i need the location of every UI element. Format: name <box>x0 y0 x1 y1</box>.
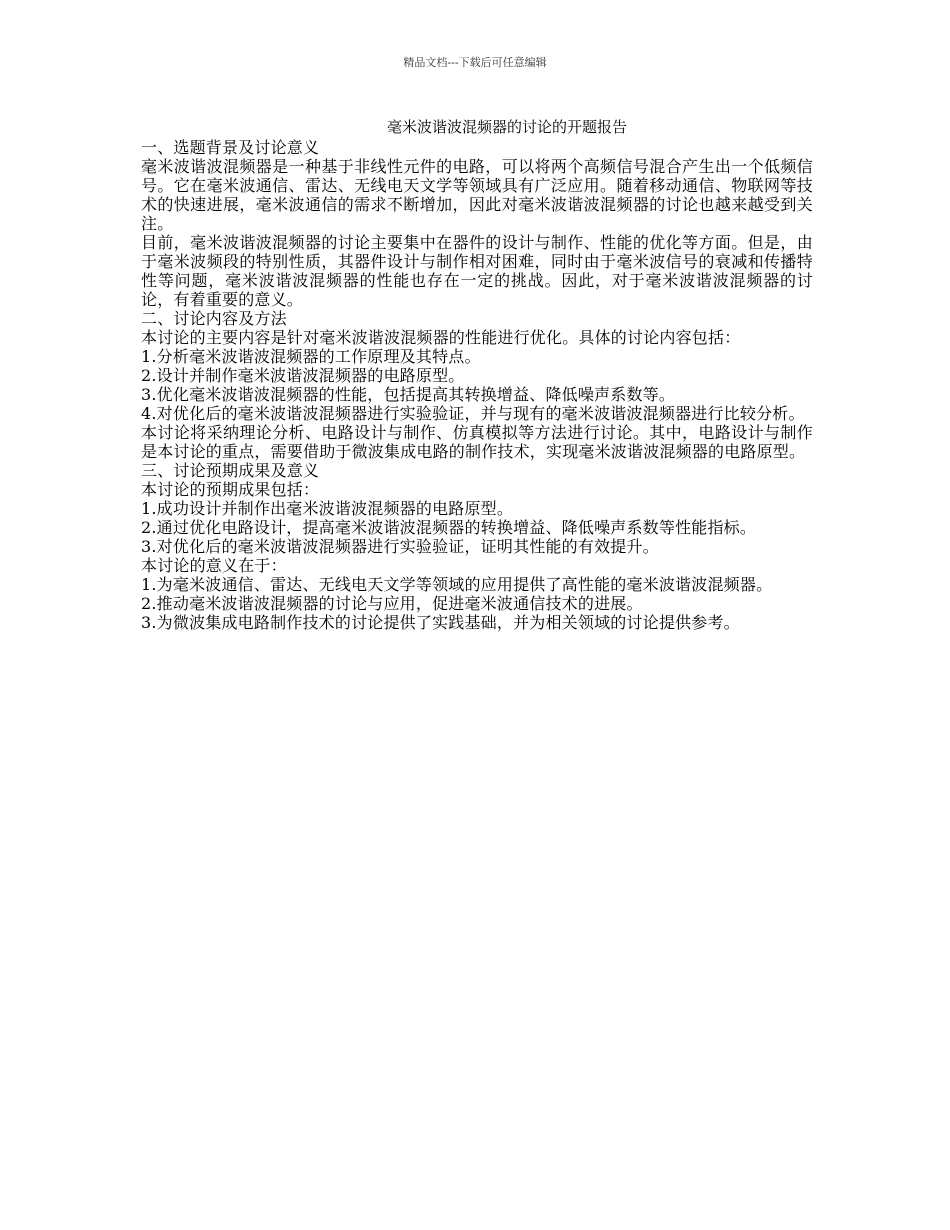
list-item-result-3: 3.对优化后的毫米波谐波混频器进行实验验证，证明其性能的有效提升。 <box>141 537 659 556</box>
list-item-result-1: 1.成功设计并制作出毫米波谐波混频器的电路原型。 <box>141 499 514 518</box>
section-heading-background: 一、选题背景及讨论意义 <box>141 138 320 157</box>
list-item-result-2: 2.通过优化电路设计，提高毫米波谐波混频器的转换增益、降低噪声系数等性能指标。 <box>141 518 757 537</box>
paragraph-significance-intro: 本讨论的意义在于： <box>141 556 287 575</box>
list-item-significance-3: 3.为微波集成电路制作技术的讨论提供了实践基础，并为相关领域的讨论提供参考。 <box>141 613 740 632</box>
section-heading-expected-results: 三、讨论预期成果及意义 <box>141 461 320 480</box>
list-item-significance-1: 1.为毫米波通信、雷达、无线电天文学等领域的应用提供了高性能的毫米波谐波混频器。 <box>141 575 773 594</box>
list-item-significance-2: 2.推动毫米波谐波混频器的讨论与应用，促进毫米波通信技术的进展。 <box>141 594 643 613</box>
section-heading-content-methods: 二、讨论内容及方法 <box>141 309 287 328</box>
paragraph-methods: 本讨论将采纳理论分析、电路设计与制作、仿真模拟等方法进行讨论。其中，电路设计与制作是本讨论的重点，需要借助于微波集成电路的制作技术，实现毫米波谐波混频器的电路原型。 <box>141 423 813 461</box>
list-item-content-1: 1.分析毫米波谐波混频器的工作原理及其特点。 <box>141 347 481 366</box>
list-item-content-2: 2.设计并制作毫米波谐波混频器的电路原型。 <box>141 366 465 385</box>
header-watermark: 精品文档---下载后可任意编辑 <box>403 56 547 69</box>
document-body <box>141 116 813 632</box>
list-item-content-3: 3.优化毫米波谐波混频器的性能，包括提高其转换增益、降低噪声系数等。 <box>141 385 676 404</box>
paragraph-content-intro: 本讨论的主要内容是针对毫米波谐波混频器的性能进行优化。具体的讨论内容包括： <box>141 328 741 347</box>
document-title: 毫米波谐波混频器的讨论的开题报告 <box>386 118 627 136</box>
paragraph-background-2: 目前，毫米波谐波混频器的讨论主要集中在器件的设计与制作、性能的优化等方面。但是，由于毫米波频段的特别性质，其器件设计与制作相对困难，同时由于毫米波信号的衰减和传播特性等问题，毫米波谐波混频器的性能也存在一定的挑战。因此，对于毫米波谐波混频器的讨论，有着重要的意义。 <box>141 233 813 309</box>
paragraph-results-intro: 本讨论的预期成果包括： <box>141 480 320 499</box>
list-item-content-4: 4.对优化后的毫米波谐波混频器进行实验验证，并与现有的毫米波谐波混频器进行比较分析。 <box>141 404 805 423</box>
paragraph-background-1: 毫米波谐波混频器是一种基于非线性元件的电路，可以将两个高频信号混合产生出一个低频信号。它在毫米波通信、雷达、无线电天文学等领域具有广泛应用。随着移动通信、物联网等技术的快速进展，毫米波通信的需求不断增加，因此对毫米波谐波混频器的讨论也越来越受到关注。 <box>141 157 813 233</box>
